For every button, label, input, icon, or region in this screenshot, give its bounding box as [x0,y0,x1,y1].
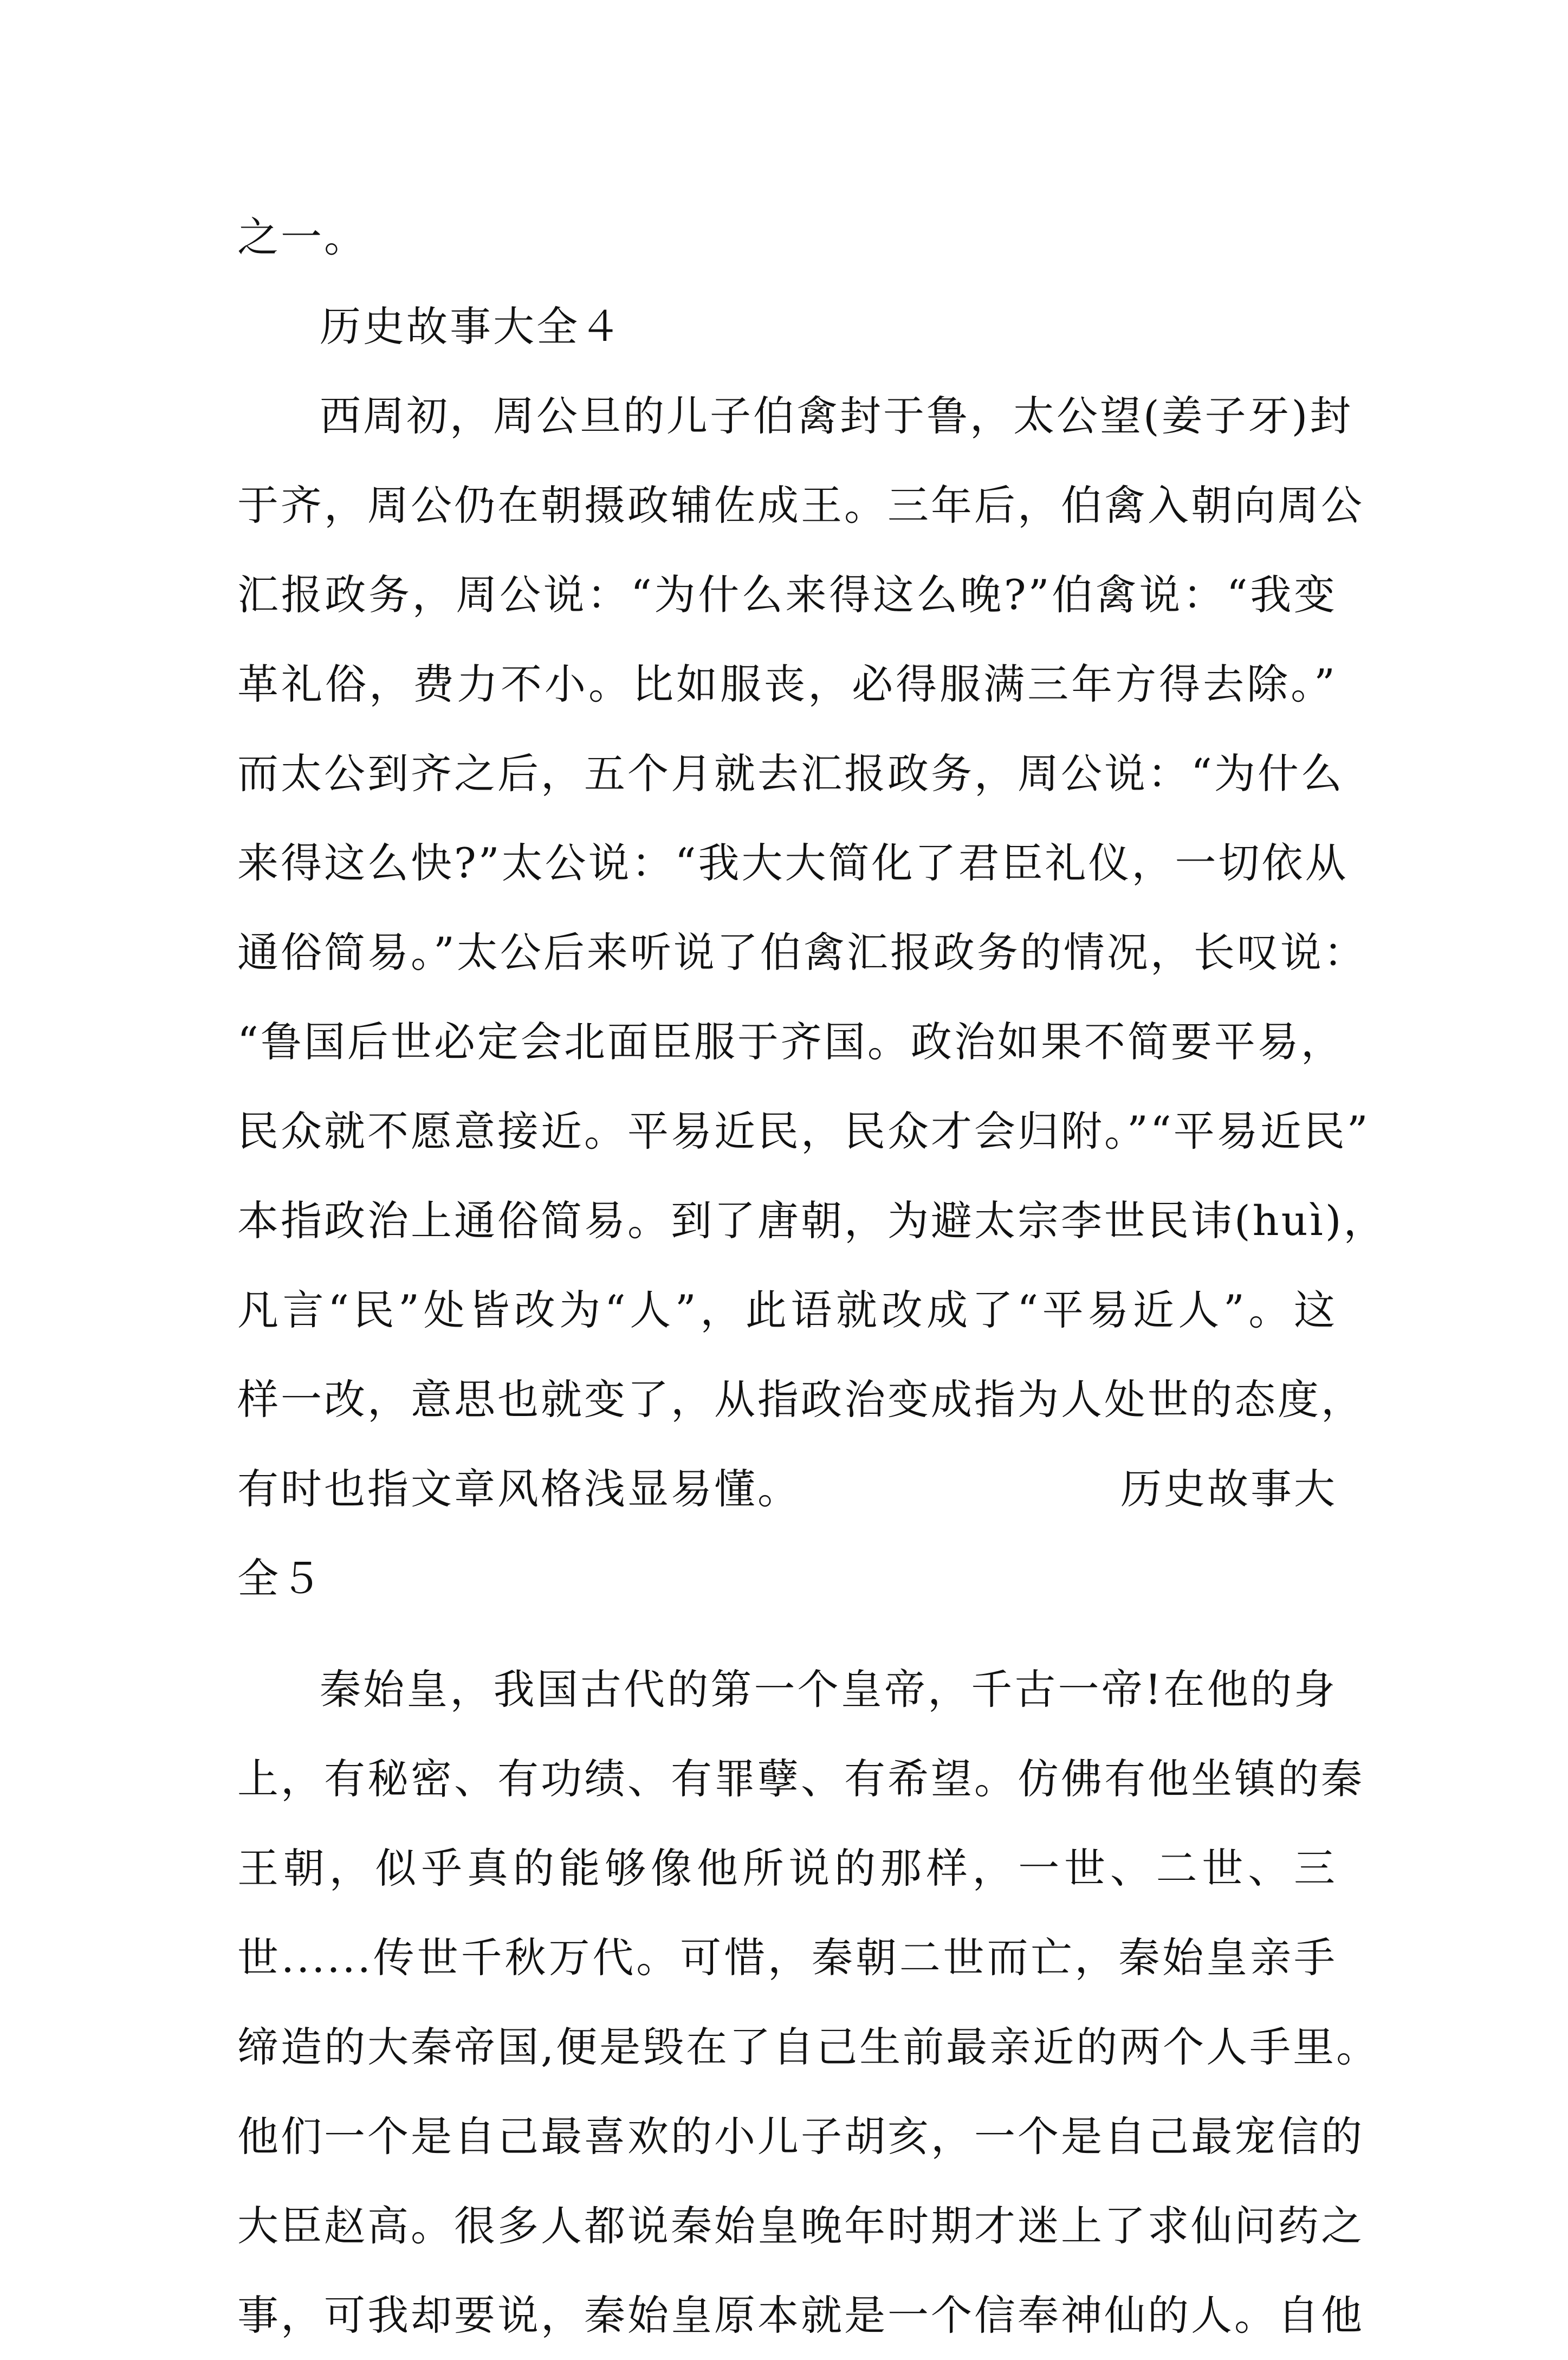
text-line: 而太公到齐之后，五个月就去汇报政务，周公说：“为什么 [237,749,1344,798]
text-line: 他们一个是自己最喜欢的小儿子胡亥，一个是自己最宠信的 [237,2112,1364,2161]
text-line: 王朝，似乎真的能够像他所说的那样，一世、二世、三 [237,1844,1337,1892]
section-heading: 历史故事大全４ [320,302,623,351]
article-body [237,192,1387,2360]
text-line: 凡言“民”处皆改为“人”，此语就改成了“平易近人”。这 [237,1286,1337,1334]
text-line: 秦始皇，我国古代的第一个皇帝，千古一帝!在他的身 [320,1665,1337,1714]
text-line: 事，可我却要说，秦始皇原本就是一个信奉神仙的人。自他 [237,2291,1364,2339]
text-line: “鲁国后世必定会北面臣服于齐国。政治如果不简要平易， [237,1018,1344,1066]
text-line: 缔造的大秦帝国,便是毁在了自己生前最亲近的两个人手里。 [237,2023,1380,2071]
text-line: 本指政治上通俗简易。到了唐朝，为避太宗李世民讳(huì)， [237,1197,1387,1245]
text-line: 汇报政务，周公说：“为什么来得这么晚?”伯禽说：“我变 [237,571,1337,619]
text-line: 革礼俗，费力不小。比如服丧，必得服满三年方得去除。” [237,660,1337,708]
section-heading-part: 全５ [237,1554,324,1602]
text-line: 西周初，周公旦的儿子伯禽封于鲁，太公望(姜子牙)封 [320,392,1353,440]
text-line: 通俗简易。”太公后来听说了伯禽汇报政务的情况，长叹说： [237,928,1367,977]
text-line: 大臣赵高。很多人都说秦始皇晚年时期才迷上了求仙问药之 [237,2202,1364,2250]
text-line: 于齐，周公仍在朝摄政辅佐成王。三年后，伯禽入朝向周公 [237,481,1364,529]
text-line: 有时也指文章风格浅显易懂。 [237,1465,801,1513]
text-line: 样一改，意思也就变了，从指政治变成指为人处世的态度， [237,1375,1364,1424]
text-line: 之一。 [237,213,367,261]
text-line: 来得这么快?”太公说：“我大大简化了君臣礼仪，一切依从 [237,839,1349,887]
section-heading-part: 历史故事大 [1120,1465,1337,1513]
text-line: 民众就不愿意接近。平易近民，民众才会归附。”“平易近民” [237,1107,1370,1155]
text-line: 上，有秘密、有功绩、有罪孽、有希望。仿佛有他坐镇的秦 [237,1755,1364,1803]
text-line: 世......传世千秋万代。可惜，秦朝二世而亡，秦始皇亲手 [237,1934,1337,1982]
text-line-with-heading [237,1444,1337,1534]
